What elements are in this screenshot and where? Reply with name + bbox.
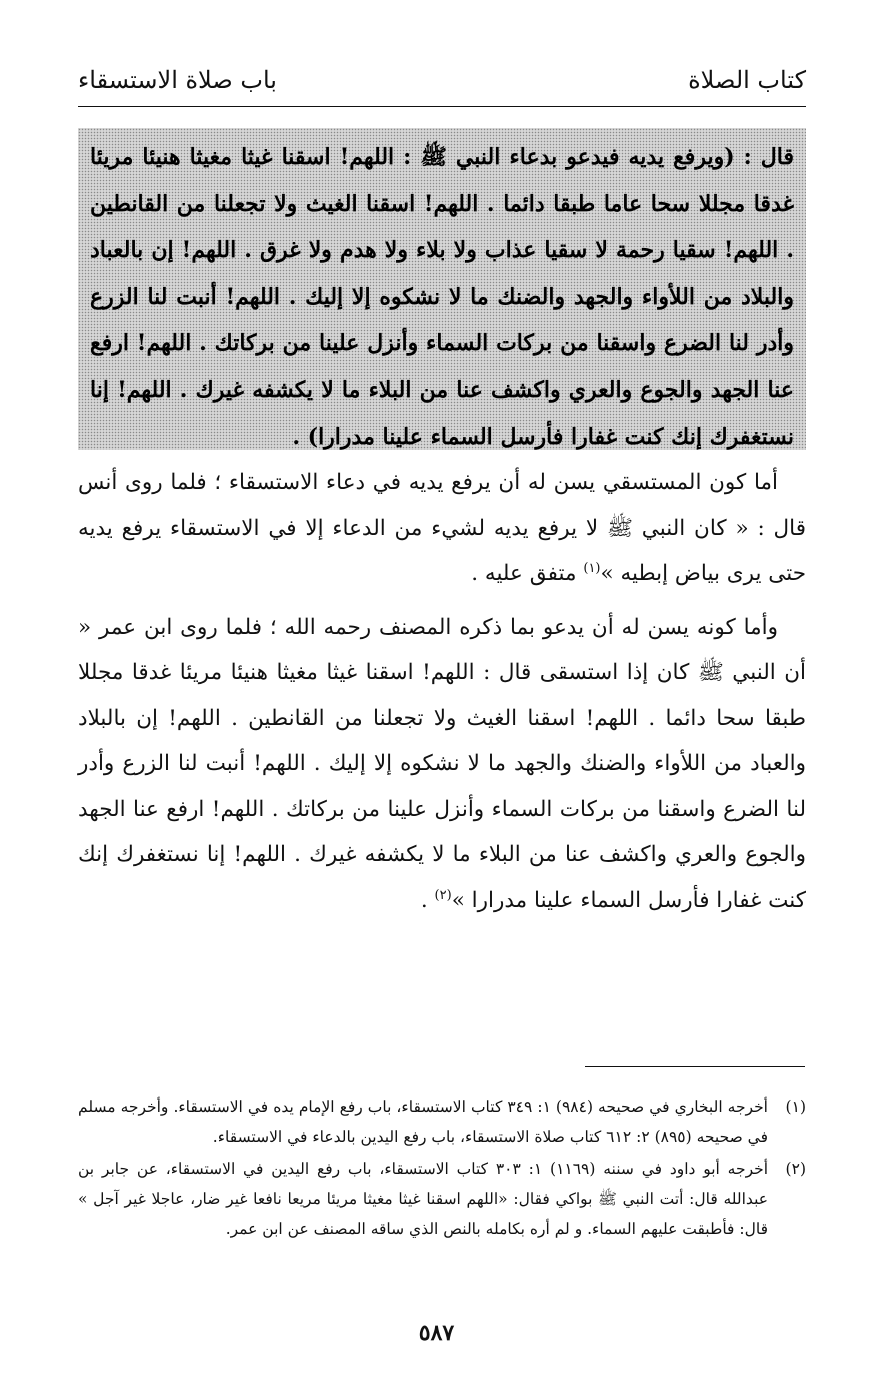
footnote-ref-2[interactable]: (٢) (434, 887, 452, 903)
paragraph-1-text: أما كون المستسقي يسن له أن يرفع يديه في دعاء الاستسقاء ؛ فلما روى أنس قال : « كان النبي ﷺ لا يرفع يديه لشيء من الدعاء إلا في الاستسقاء يرفع يديه حتى يرى بياض إبطيه » (78, 470, 806, 586)
paragraph-1-tail: متفق عليه . (471, 561, 584, 586)
footnote-1-text: أخرجه البخاري في صحيحه (٩٨٤) ١: ٣٤٩ كتاب الاستسقاء، باب رفع الإمام يده في الاستسقاء. وأخرجه مسلم في صحيحه (٨٩٥) ٢: ٦١٢ كتاب صلاة الاستسقاء، باب رفع اليدين بالدعاء في الاستسقاء. (78, 1098, 768, 1146)
highlighted-matn-block (78, 128, 806, 450)
page-number: ٥٨٧ (418, 1320, 455, 1346)
header-divider (78, 106, 806, 107)
footnotes (78, 1092, 806, 1246)
footnote-1 (78, 1092, 806, 1152)
footnote-1-number: (١) (785, 1098, 806, 1116)
footnote-ref-1[interactable]: (١) (583, 560, 601, 576)
footnote-2-text: أخرجه أبو داود في سننه (١١٦٩) ١: ٣٠٣ كتاب الاستسقاء، باب رفع اليدين في الاستسقاء، عن جابر بن عبدالله قال: أتت النبي ﷺ بواكي فقال: «اللهم اسقنا غيثا مغيثا مريئا مريعا نافعا غير ضار، عاجلا غير آجل » قال: فأطبقت عليهم السماء. و لم أره بكامله بالنص الذي ساقه المصنف عن ابن عمر. (78, 1160, 769, 1238)
chapter-title: باب صلاة الاستسقاء (78, 66, 277, 94)
book-title: كتاب الصلاة (688, 66, 806, 94)
paragraph-2-tail: . (420, 887, 435, 913)
running-header (78, 62, 806, 102)
footnote-2 (78, 1154, 806, 1244)
paragraph-2-text: وأما كونه يسن له أن يدعو بما ذكره المصنف رحمه الله ؛ فلما روى ابن عمر « أن النبي ﷺ كان إذا استسقى قال : اللهم! اسقنا غيثا مغيثا هنيئا مريئا غدقا مجللا طبقا سحا دائما . اللهم! اسقنا الغيث ولا تجعلنا من القانطين . اللهم! إن بالبلاد والعباد من اللأواء والضنك والجهد ما لا نشكوه إلا إليك . اللهم! أنبت لنا الزرع وأدر لنا الضرع واسقنا من بركات السماء وأنزل علينا من بركاتك . اللهم! ارفع عنا الجهد والجوع والعري واكشف عنا من البلاء ما لا يكشفه غيرك . اللهم! إنا نستغفرك إنك كنت غفارا فأرسل السماء علينا مدرارا » (78, 614, 806, 913)
commentary-body (78, 460, 806, 923)
footnote-divider (585, 1066, 805, 1067)
highlighted-passage: قال : (ويرفع يديه فيدعو بدعاء النبي ﷺ : اللهم! اسقنا غيثا مغيثا هنيئا مريئا غدقا مجللا سحا عاما طبقا دائما . اللهم! اسقنا الغيث ولا تجعلنا من القانطين . اللهم! سقيا رحمة لا سقيا عذاب ولا بلاء ولا هدم ولا غرق . اللهم! إن بالعباد والبلاد من اللأواء والجهد والضنك ما لا نشكوه إلا إليك . اللهم! أنبت لنا الزرع وأدر لنا الضرع واسقنا من بركات السماء وأنزل علينا من بركاتك . اللهم! ارفع عنا الجهد والجوع والعري واكشف عنا من البلاء ما لا يكشفه غيرك . اللهم! إنا نستغفرك إنك كنت غفارا فأرسل السماء علينا مدرارا) . (90, 144, 794, 450)
footnote-2-number: (٢) (785, 1160, 806, 1178)
paragraph-2 (78, 605, 806, 924)
paragraph-1 (78, 460, 806, 597)
